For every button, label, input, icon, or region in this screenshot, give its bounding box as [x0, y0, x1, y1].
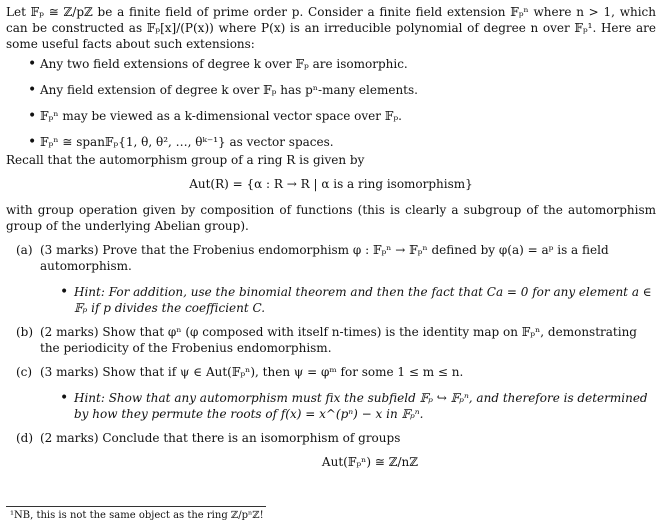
group-operation-text: with group operation given by composition of functions (this is clearly a subgroup of the automorphism group of the underlying Abelian group). — [6, 203, 656, 233]
part-b — [6, 324, 656, 356]
part-text: (2 marks) Show that φⁿ (φ composed with itself n-times) is the identity map on 𝔽ₚⁿ, demonstrating the periodicity of the Frobenius endomorphism. — [40, 325, 637, 355]
part-a — [6, 242, 656, 316]
fact-item: • Any field extension of degree k over 𝔽ₚ has pⁿ-many elements. — [6, 82, 656, 98]
hint-text: • Hint: For addition, use the binomial theorem and then the fact that Ca = 0 for any element a ∈ 𝔽ₚ if p divides the coefficient C. — [40, 284, 656, 316]
aut-definition: Aut(R) = {α : R → R | α is a ring isomorphism} — [189, 177, 473, 191]
problem-sheet — [6, 4, 656, 470]
part-label: (d) — [16, 431, 34, 445]
footnote-divider — [6, 506, 266, 507]
intro-paragraph: Let 𝔽ₚ ≅ ℤ/pℤ be a finite field of prime order p. Consider a finite field extension 𝔽ₚⁿ where n > 1, which can be constructed as 𝔽ₚ[x]/(P(x)) where P(x) is an irreducible polynomial of degree n over 𝔽ₚ¹. Here are some useful facts about such extensions: — [6, 5, 656, 51]
recall-text: Recall that the automorphism group of a ring R is given by — [6, 153, 365, 167]
part-label: (c) — [16, 365, 33, 379]
part-text: (3 marks) Prove that the Frobenius endomorphism φ : 𝔽ₚⁿ → 𝔽ₚⁿ defined by φ(a) = aᵖ is a field automorphism. — [40, 243, 609, 273]
part-c — [6, 364, 656, 422]
part-text: (2 marks) Conclude that there is an isomorphism of groups — [40, 431, 401, 445]
part-d — [6, 430, 656, 446]
part-label: (b) — [16, 325, 34, 339]
fact-item: • 𝔽ₚⁿ ≅ span𝔽ₚ{1, θ, θ², …, θᵏ⁻¹} as vector spaces. — [6, 134, 656, 150]
final-isomorphism: Aut(𝔽ₚⁿ) ≅ ℤ/nℤ — [321, 455, 418, 469]
part-text: (3 marks) Show that if ψ ∈ Aut(𝔽ₚⁿ), then ψ = φᵐ for some 1 ≤ m ≤ n. — [40, 365, 464, 379]
fact-item: • 𝔽ₚⁿ may be viewed as a k-dimensional vector space over 𝔽ₚ. — [6, 108, 656, 124]
fact-item: • Any two field extensions of degree k over 𝔽ₚ are isomorphic. — [6, 56, 656, 72]
part-label: (a) — [16, 243, 33, 257]
question-parts — [6, 242, 656, 470]
facts-list — [6, 56, 656, 150]
footnote: ¹NB, this is not the same object as the ring ℤ/pⁿℤ! — [10, 510, 264, 521]
hint-text: • Hint: Show that any automorphism must fix the subfield 𝔽ₚ ↪ 𝔽ₚⁿ, and therefore is determined by how they permute the roots of f(x) = x^(pⁿ) − x in 𝔽ₚⁿ. — [40, 390, 656, 422]
